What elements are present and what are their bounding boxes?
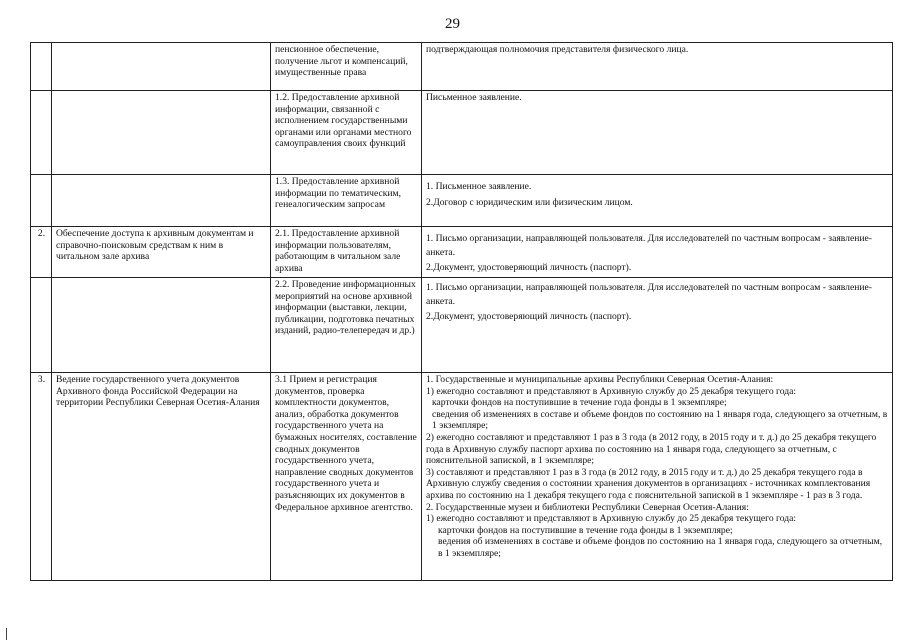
- document-line: сведения об изменениях в составе и объеме фондов по состоянию на 1 января года, следующего за отчетным, в 1 экземпляре;: [432, 408, 888, 432]
- document-line: карточки фондов на поступившие в течение года фонды в 1 экземпляре;: [432, 397, 727, 409]
- service-name: Обеспечение доступа к архивным документам и справочно-поисковым средствам к ним в читальном зале архива: [52, 227, 271, 278]
- sub-service: 2.1. Предоставление архивной информации пользователям, работающим в читальном зале архива: [271, 227, 422, 278]
- document-line: 2.Договор с юридическим или физическим лицом.: [426, 196, 633, 208]
- document-line: 1. Письмо организации, направляющей пользователя. Для исследователей по частным вопросам - заявление-анкета.: [426, 282, 872, 307]
- table-row: [31, 373, 893, 581]
- table-row: [31, 43, 893, 91]
- document-line: карточки фондов на поступившие в течение года фонды в 1 экземпляре;: [438, 524, 733, 536]
- document-line: 2.Документ, удостоверяющий личность (паспорт).: [426, 311, 632, 322]
- row-number: [31, 278, 52, 373]
- document-line: подтверждающая полномочия представителя физического лица.: [426, 44, 689, 55]
- document-line: 1) ежегодно составляют и представляют в Архивную службу до 25 декабря текущего года:: [426, 385, 797, 397]
- document-line: 2) ежегодно составляют и представляют 1 раз в 3 года (в 2012 году, в 2015 году и т. д.) до 25 декабря текущего года в Архивную службу паспорт архива по состоянию на 1 января года, следующего за отчетным, с пояснительной запиской, в 1 экземпляре;: [426, 431, 877, 467]
- services-table: [30, 42, 893, 581]
- sub-service: 1.3. Предоставление архивной информации по тематическим, генеалогическим запросам: [271, 175, 422, 227]
- document-line: 1) ежегодно составляют и представляют в Архивную службу до 25 декабря текущего года:: [426, 513, 797, 525]
- service-name: [52, 278, 271, 373]
- required-documents: [422, 43, 893, 91]
- required-documents: [422, 227, 893, 278]
- service-name: [52, 91, 271, 175]
- document-line: 1. Государственные и муниципальные архивы Республики Северная Осетия-Алания:: [426, 374, 774, 385]
- required-documents: [422, 373, 893, 581]
- row-number: [31, 43, 52, 91]
- document-line: Письменное заявление.: [426, 92, 522, 103]
- sub-service: пенсионное обеспечение, получение льгот и компенсаций, имущественные права: [271, 43, 422, 91]
- service-name: Ведение государственного учета документов Архивного фонда Российской Федерации на территории Республики Северная Осетия-Алания: [52, 373, 271, 581]
- row-number: 3.: [31, 373, 52, 581]
- table-row: [31, 91, 893, 175]
- document-line: 1. Письменное заявление.: [426, 181, 532, 192]
- row-number: 2.: [31, 227, 52, 278]
- required-documents: [422, 175, 893, 227]
- document-line: 2.Документ, удостоверяющий личность (паспорт).: [426, 262, 632, 273]
- sub-service: 3.1 Прием и регистрация документов, проверка комплектности документов, анализ, обработка документов государственного учета на бумажных носителях, составление сводных документов государственного учета, направление сводных документов государственного учета и разъясняющих их документов в Федеральное архивное агентство.: [271, 373, 422, 581]
- table-row: [31, 227, 893, 278]
- row-number: [31, 91, 52, 175]
- required-documents: [422, 278, 893, 373]
- service-name: [52, 175, 271, 227]
- service-name: [52, 43, 271, 91]
- page-number: 29: [445, 16, 460, 32]
- document-line: 1. Письмо организации, направляющей пользователя. Для исследователей по частным вопросам - заявление-анкета.: [426, 233, 872, 258]
- required-documents: [422, 91, 893, 175]
- document-line: ведения об изменениях в составе и объеме фондов по состоянию на 1 января года, следующего за отчетным, в 1 экземпляре;: [438, 536, 883, 559]
- table-row: [31, 278, 893, 373]
- document-line: 3) составляют и представляют 1 раз в 3 года (в 2012 году, в 2015 году и т. д.) до 25 декабря текущего года в Архивную службу сведения о состоянии хранения документов в организациях - источниках комплектования архива по состоянию на 1 декабря текущего года с пояснительной запиской в 1 экземпляре - 1 раз в 3 года.: [426, 466, 871, 501]
- sub-service: 2.2. Проведение информационных мероприятий на основе архивной информации (выставки, лекции, публикации, подготовка печатных изданий, радио-телепередач и др.): [271, 278, 422, 373]
- document-line: 2. Государственные музеи и библиотеки Республики Северная Осетия-Алания:: [426, 501, 749, 513]
- row-number: [31, 175, 52, 227]
- scan-edge-mark: [6, 628, 7, 640]
- sub-service: 1.2. Предоставление архивной информации, связанной с исполнением государственными органами или органами местного самоуправления своих функций: [271, 91, 422, 175]
- table-row: [31, 175, 893, 227]
